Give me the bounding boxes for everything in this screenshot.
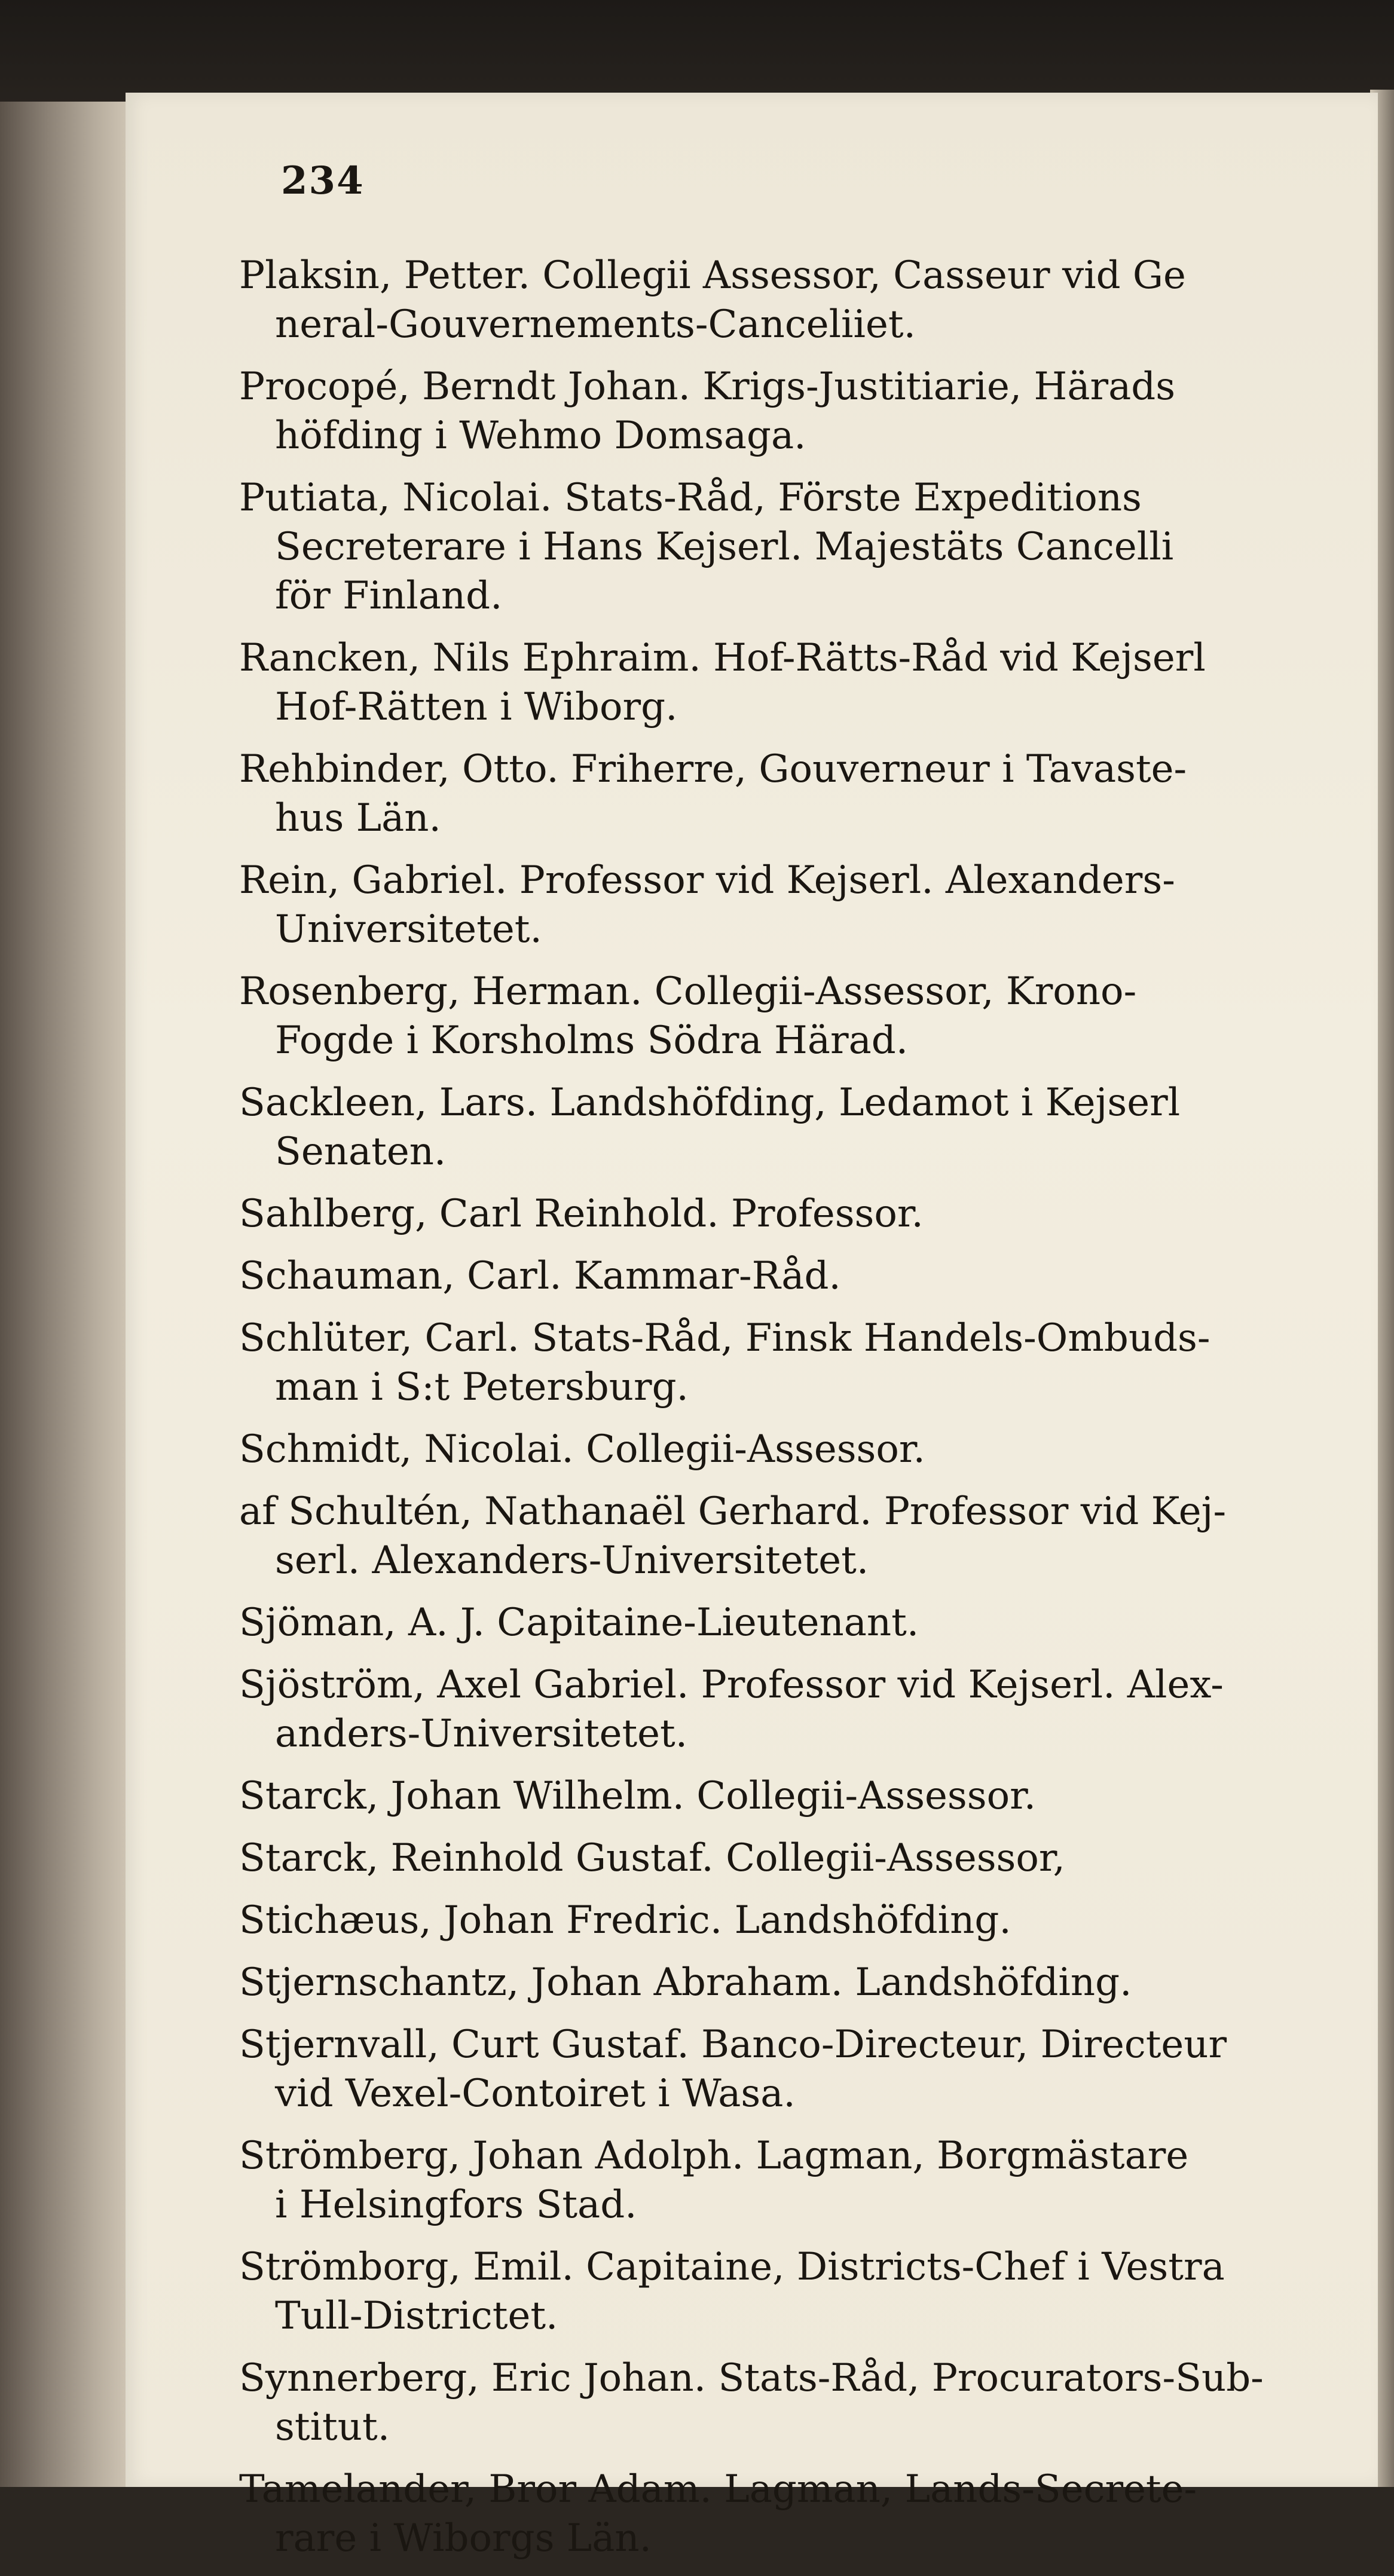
entry-line: Schauman, Carl. Kammar-Råd. (239, 1254, 841, 1298)
entry-continuation-line: stitut. (275, 2405, 390, 2449)
entry-continuation-line: i Helsingfors Stad. (275, 2183, 637, 2227)
directory-entry (239, 1772, 1375, 1821)
directory-entry (239, 251, 1375, 349)
entry-line: Synnerberg, Eric Johan. Stats-Råd, Procurators-Sub- (239, 2356, 1264, 2400)
entry-line: Rehbinder, Otto. Friherre, Gouverneur i Tavaste- (239, 747, 1187, 791)
directory-entry (239, 1425, 1375, 1474)
entry-line: Sahlberg, Carl Reinhold. Professor. (239, 1192, 924, 1236)
book-binding-edge (0, 102, 137, 2487)
directory-entry (239, 2131, 1375, 2229)
entry-continuation-line: för Finland. (275, 574, 503, 618)
directory-entry (239, 967, 1375, 1065)
directory-entry (239, 856, 1375, 954)
entry-line: Starck, Johan Wilhelm. Collegii-Assessor. (239, 1774, 1037, 1818)
entry-continuation-line: Tull-Districtet. (275, 2294, 558, 2338)
entry-continuation-line: anders-Universitetet. (275, 1712, 688, 1756)
entry-line: Stjernschantz, Johan Abraham. Landshöfding. (239, 1960, 1132, 2005)
directory-entry (239, 1598, 1375, 1647)
entry-line: Plaksin, Petter. Collegii Assessor, Casseur vid Ge (239, 253, 1186, 298)
directory-entry (239, 2242, 1375, 2341)
directory-entry (239, 362, 1375, 460)
entry-line: Schmidt, Nicolai. Collegii-Assessor. (239, 1427, 925, 1471)
entry-continuation-line: Senaten. (275, 1130, 447, 1174)
entry-line: Schlüter, Carl. Stats-Råd, Finsk Handels-Ombuds- (239, 1316, 1210, 1360)
directory-entry (239, 2020, 1375, 2118)
entry-line: Putiata, Nicolai. Stats-Råd, Förste Expeditions (239, 476, 1142, 520)
entry-continuation-line: Secreterare i Hans Kejserl. Majestäts Cancelli (275, 525, 1174, 569)
directory-entry (239, 2465, 1375, 2563)
entry-line: Rancken, Nils Ephraim. Hof-Rätts-Råd vid Kejserl (239, 636, 1206, 680)
entry-line: af Schultén, Nathanaël Gerhard. Professor vid Kej- (239, 1489, 1227, 1534)
directory-entry (239, 1487, 1375, 1585)
entry-continuation-line: man i S:t Petersburg. (275, 1365, 689, 1409)
entry-continuation-line: serl. Alexanders-Universitetet. (275, 1538, 869, 1583)
entry-line: Stichæus, Johan Fredric. Landshöfding. (239, 1898, 1011, 1942)
entry-line: Sjöman, A. J. Capitaine-Lieutenant. (239, 1601, 919, 1645)
directory-entry (239, 1834, 1375, 1883)
directory-entry (239, 1252, 1375, 1301)
entry-line: Rosenberg, Herman. Collegii-Assessor, Krono- (239, 969, 1137, 1014)
entry-continuation-line: Universitetet. (275, 907, 542, 952)
entry-line: Strömborg, Emil. Capitaine, Districts-Chef i Vestra (239, 2245, 1225, 2289)
directory-entry (239, 1958, 1375, 2007)
entry-line: Sackleen, Lars. Landshöfding, Ledamot i Kejserl (239, 1081, 1181, 1125)
entry-line: Rein, Gabriel. Professor vid Kejserl. Alexanders- (239, 858, 1175, 902)
entry-line: Strömberg, Johan Adolph. Lagman, Borgmästare (239, 2134, 1189, 2178)
entry-continuation-line: rare i Wiborgs Län. (275, 2516, 652, 2560)
entry-continuation-line: neral-Gouvernements-Canceliiet. (275, 302, 916, 347)
entry-line: Stjernvall, Curt Gustaf. Banco-Directeur, Directeur (239, 2023, 1227, 2067)
entry-line: Starck, Reinhold Gustaf. Collegii-Assessor, (239, 1836, 1065, 1880)
entry-continuation-line: Hof-Rätten i Wiborg. (275, 685, 678, 729)
directory-entry (239, 634, 1375, 732)
directory-entry (239, 473, 1375, 620)
directory-entry (239, 1896, 1375, 1945)
entry-continuation-line: höfding i Wehmo Domsaga. (275, 414, 806, 458)
directory-entry (239, 1189, 1375, 1238)
entry-line: Tamelander, Bror Adam. Lagman, Lands-Secrete- (239, 2467, 1197, 2511)
directory-entry (239, 745, 1375, 843)
entry-continuation-line: Fogde i Korsholms Södra Härad. (275, 1018, 909, 1063)
entry-continuation-line: vid Vexel-Contoiret i Wasa. (275, 2072, 796, 2116)
directory-entries (239, 251, 1375, 2576)
entry-line: Sjöström, Axel Gabriel. Professor vid Kejserl. Alex- (239, 1663, 1224, 1707)
directory-entry (239, 1314, 1375, 1412)
directory-entry (239, 1660, 1375, 1758)
entry-continuation-line: hus Län. (275, 796, 441, 840)
entry-line: Procopé, Berndt Johan. Krigs-Justitiarie, Härads (239, 365, 1176, 409)
directory-entry (239, 1078, 1375, 1176)
page-number: 234 (281, 158, 365, 203)
directory-entry (239, 2354, 1375, 2452)
